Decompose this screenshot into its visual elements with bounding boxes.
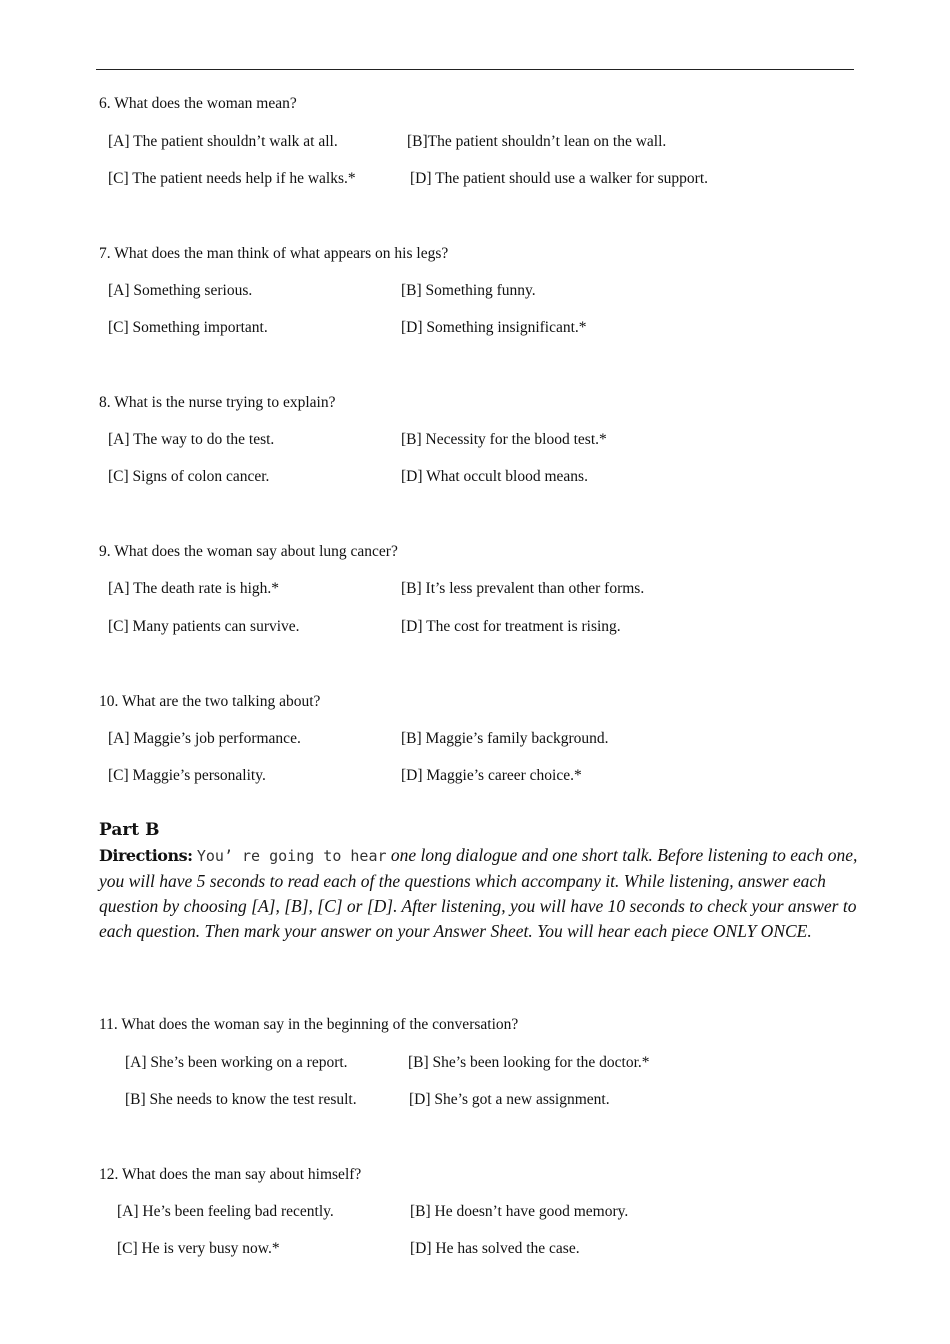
q7-option-d: [D] Something insignificant.* xyxy=(401,319,587,336)
q10-option-b: [B] Maggie’s family background. xyxy=(401,730,609,747)
q9-option-c: [C] Many patients can survive. xyxy=(108,618,300,635)
q11-option-a: [A] She’s been working on a report. xyxy=(125,1054,348,1071)
q12-option-b: [B] He doesn’t have good memory. xyxy=(410,1203,629,1220)
q6-option-a: [A] The patient shouldn’t walk at all. xyxy=(108,133,338,150)
q9-option-d: [D] The cost for treatment is rising. xyxy=(401,618,621,635)
directions-text: one long dialogue and one short talk. Before listening to each one, you will have 5 seconds to read each of the questions which accompany it. While listening, answer each question by choosing [A], [B], [C] or [D]. After listening, you will have 10 seconds to check your answer to each question. Then mark your answer on your Answer Sheet. You will hear each piece ONLY ONCE. xyxy=(99,845,858,941)
q8-option-d: [D] What occult blood means. xyxy=(401,468,588,485)
question-11: 11. What does the woman say in the beginning of the conversation? xyxy=(99,1016,519,1033)
question-7: 7. What does the man think of what appears on his legs? xyxy=(99,245,449,262)
q12-option-d: [D] He has solved the case. xyxy=(410,1240,580,1257)
q6-option-d: [D] The patient should use a walker for support. xyxy=(410,170,709,187)
part-b-directions xyxy=(99,843,859,944)
question-10: 10. What are the two talking about? xyxy=(99,693,321,710)
directions-label: Directions: xyxy=(99,846,193,865)
q10-option-d: [D] Maggie’s career choice.* xyxy=(401,767,582,784)
q12-option-a: [A] He’s been feeling bad recently. xyxy=(117,1203,334,1220)
question-9: 9. What does the woman say about lung cancer? xyxy=(99,543,398,560)
q8-option-c: [C] Signs of colon cancer. xyxy=(108,468,270,485)
question-8: 8. What is the nurse trying to explain? xyxy=(99,394,336,411)
q9-option-a: [A] The death rate is high.* xyxy=(108,580,280,597)
question-6: 6. What does the woman mean? xyxy=(99,95,297,112)
q7-option-b: [B] Something funny. xyxy=(401,282,536,299)
q6-option-b: [B]The patient shouldn’t lean on the wall. xyxy=(407,133,667,150)
q8-option-b: [B] Necessity for the blood test.* xyxy=(401,431,607,448)
q11-option-b: [B] She’s been looking for the doctor.* xyxy=(408,1054,650,1071)
q9-option-b: [B] It’s less prevalent than other forms. xyxy=(401,580,645,597)
header-rule xyxy=(96,69,854,70)
q10-option-c: [C] Maggie’s personality. xyxy=(108,767,266,784)
q7-option-a: [A] Something serious. xyxy=(108,282,253,299)
q12-option-c: [C] He is very busy now.* xyxy=(117,1240,280,1257)
part-b-title: Part B xyxy=(99,820,160,840)
question-12: 12. What does the man say about himself? xyxy=(99,1166,362,1183)
q10-option-a: [A] Maggie’s job performance. xyxy=(108,730,301,747)
q7-option-c: [C] Something important. xyxy=(108,319,268,336)
q11-option-d: [D] She’s got a new assignment. xyxy=(409,1091,610,1108)
directions-mono-text: You’ re going to hear xyxy=(196,847,387,865)
q11-option-c: [B] She needs to know the test result. xyxy=(125,1091,357,1108)
q8-option-a: [A] The way to do the test. xyxy=(108,431,275,448)
q6-option-c: [C] The patient needs help if he walks.* xyxy=(108,170,356,187)
